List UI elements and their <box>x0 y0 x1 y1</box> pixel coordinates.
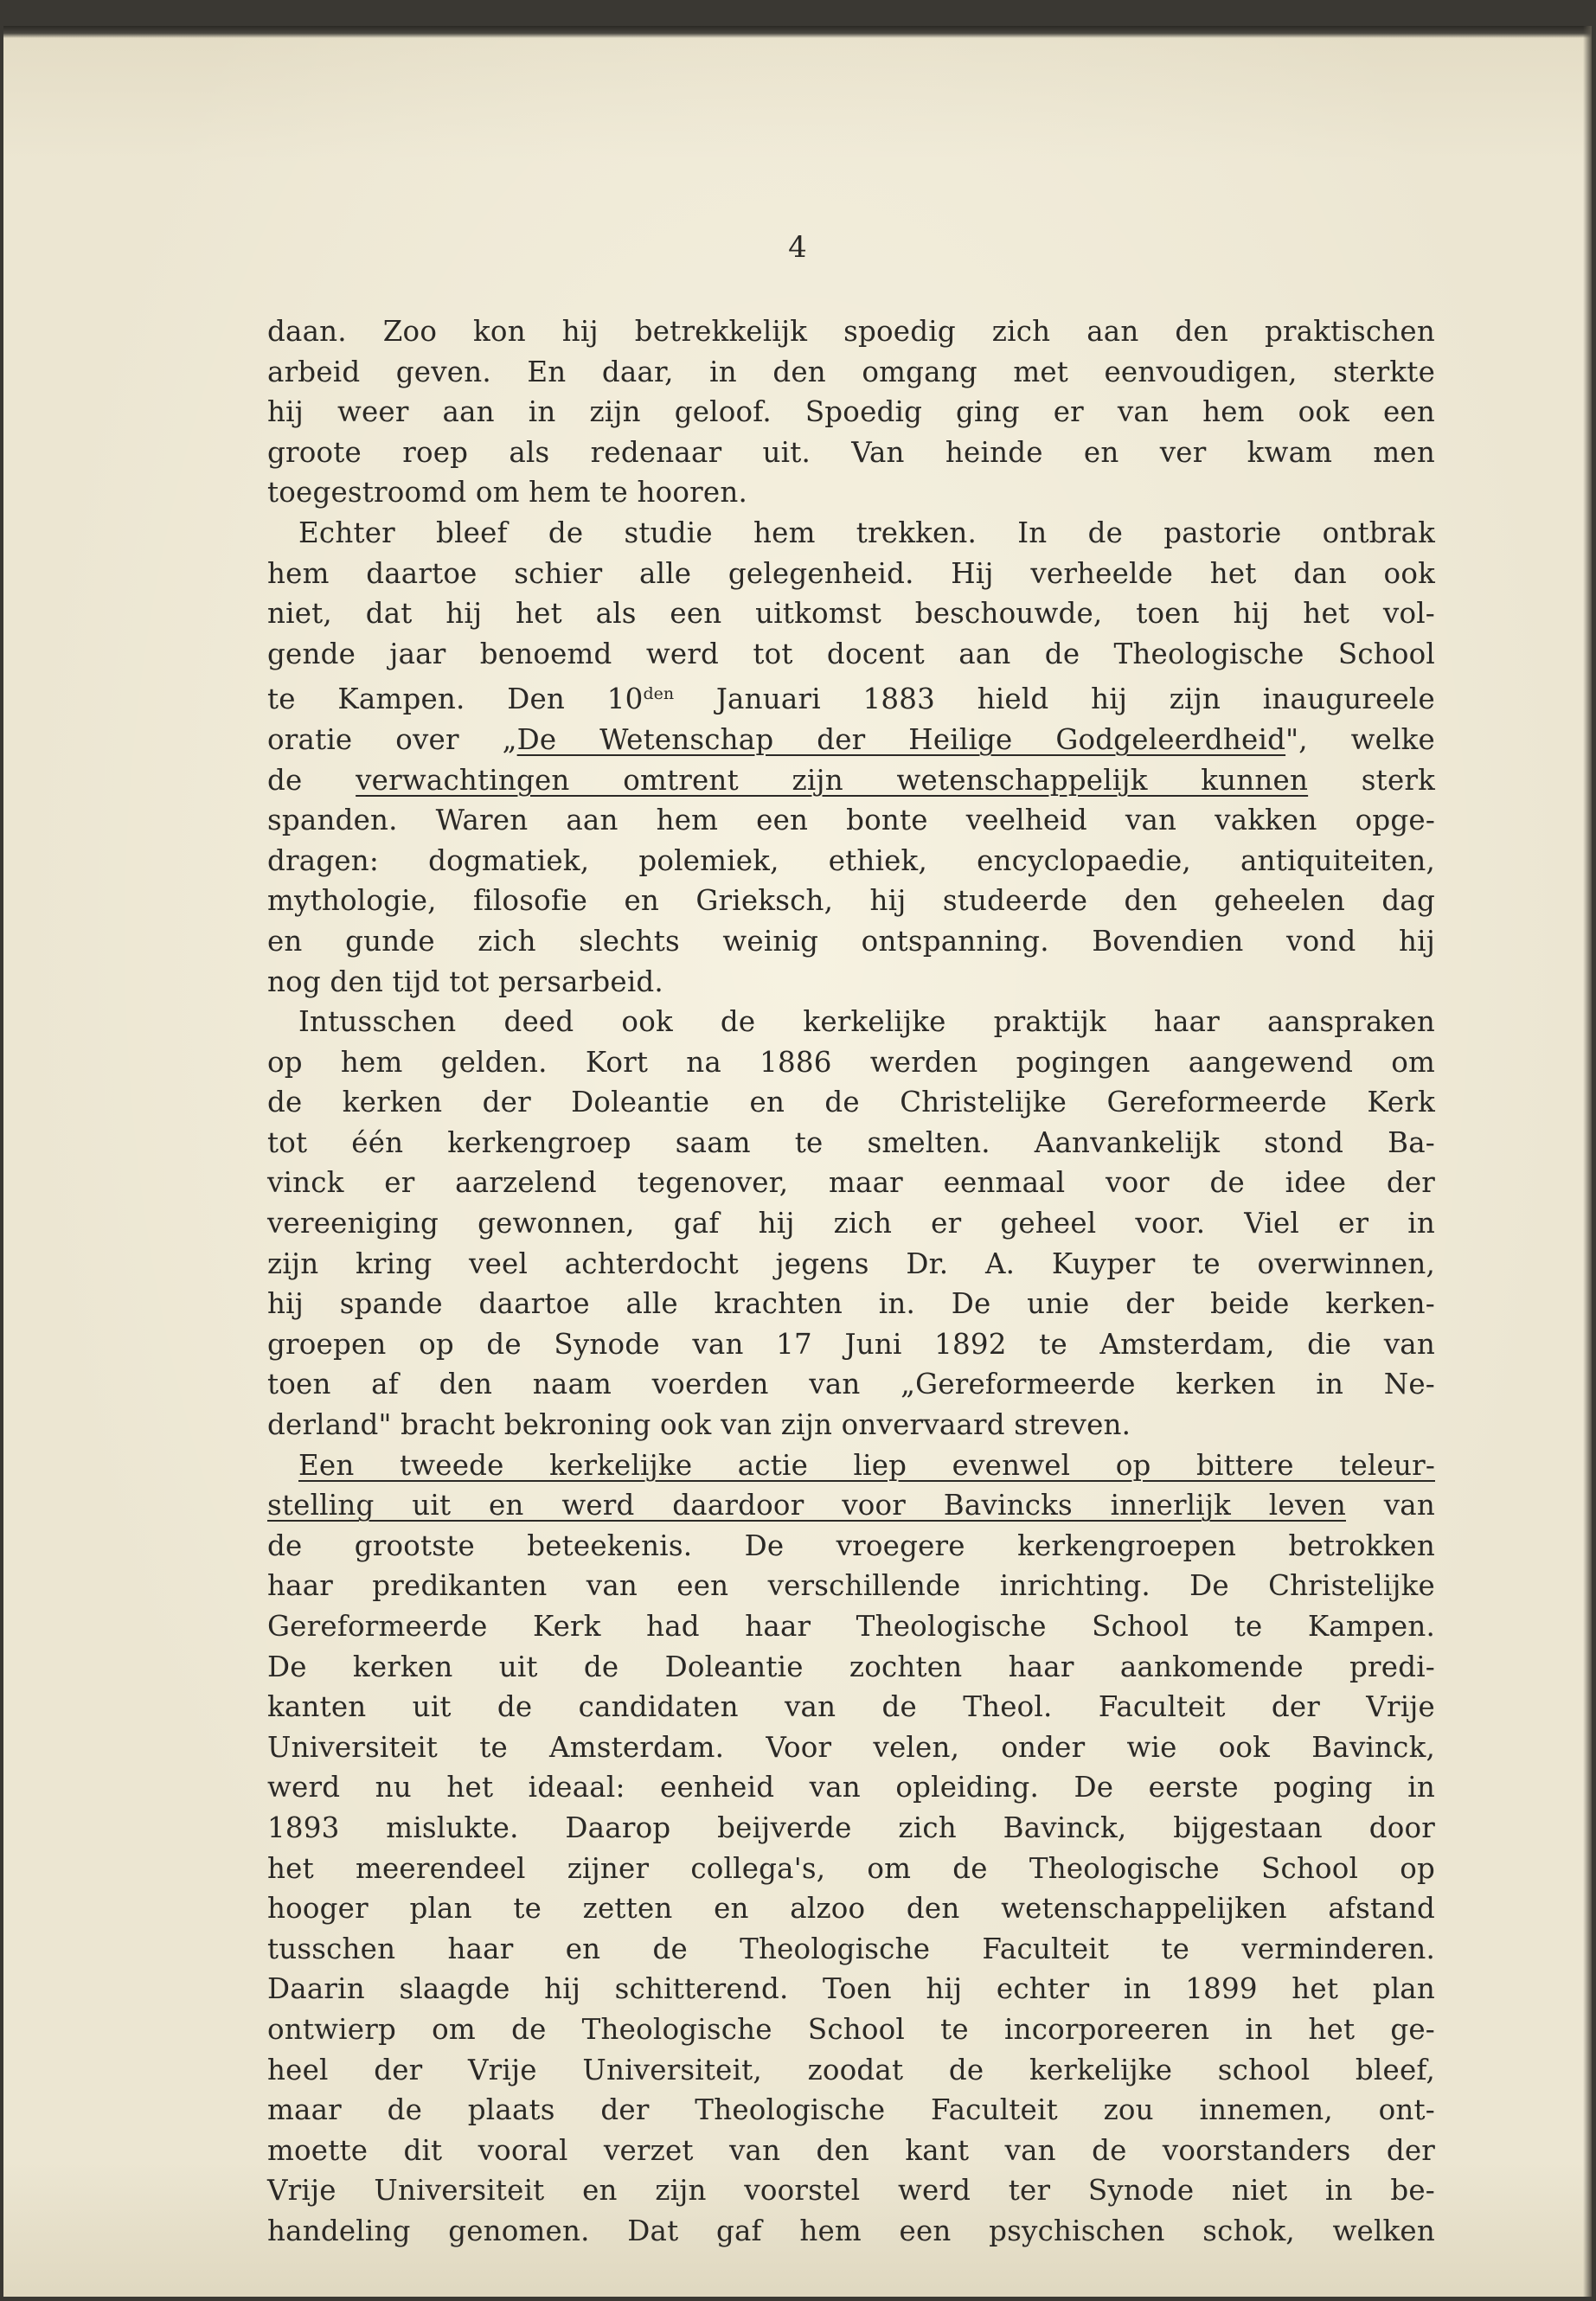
text-segment: de <box>267 763 356 797</box>
text-line: Echter bleef de studie hem trekken. In de pastorie ontbrak <box>298 516 1435 549</box>
text-segment: Januari 1883 hield hij zijn inaugureele <box>674 683 1435 716</box>
text-line: dragen: dogmatiek, polemiek, ethiek, encyclopaedie, antiquiteiten, <box>267 843 1435 877</box>
text-line <box>267 1445 1435 1486</box>
text-line: werd nu het ideaal: eenheid van opleiding. De eerste poging in <box>267 1771 1435 1804</box>
superscript: den <box>643 684 675 704</box>
text-line: het meerendeel zijner collega's, om de Theologische School op <box>267 1851 1435 1885</box>
text-line: hij weer aan in zijn geloof. Spoedig ging er van hem ook een <box>267 395 1435 429</box>
text-line: handeling genomen. Dat gaf hem een psychischen schok, welken <box>267 2214 1435 2247</box>
text-line: gende jaar benoemd werd tot docent aan de Theologische School <box>267 637 1435 670</box>
page-number: 4 <box>788 230 807 265</box>
text-line <box>267 720 1435 760</box>
text-line: tusschen haar en de Theologische Faculteit te verminderen. <box>267 1932 1435 1965</box>
underlined-phrase: stelling uit en werd daardoor voor Bavincks innerlijk leven <box>267 1489 1346 1522</box>
text-line: hem daartoe schier alle gelegenheid. Hij verheelde het dan ook <box>267 556 1435 590</box>
text-line: ontwierp om de Theologische School te incorporeeren in het ge- <box>267 2012 1435 2046</box>
text-line: op hem gelden. Kort na 1886 werden pogingen aangewend om <box>267 1045 1435 1079</box>
text-line <box>267 760 1435 801</box>
text-line: hooger plan te zetten en alzoo den wetenschappelijken afstand <box>267 1892 1435 1926</box>
text-line: De kerken uit de Doleantie zochten haar aankomende predi- <box>267 1650 1435 1683</box>
text-line: de kerken der Doleantie en de Christelijke Gereformeerde Kerk <box>267 1086 1435 1119</box>
text-line: Gereformeerde Kerk had haar Theologische School te Kampen. <box>267 1610 1435 1643</box>
text-line: vereeniging gewonnen, gaf hij zich er geheel voor. Viel er in <box>267 1207 1435 1240</box>
text-segment: sterk <box>1308 763 1436 797</box>
text-line: maar de plaats der Theologische Faculteit zou innemen, ont- <box>267 2093 1435 2127</box>
text-line: toegestroomd om hem te hooren. <box>267 476 748 510</box>
text-line: Vrije Universiteit en zijn voorstel werd ter Synode niet in be- <box>267 2174 1435 2208</box>
text-segment: te Kampen. Den 10 <box>267 683 644 716</box>
text-segment: ", welke <box>1285 722 1435 756</box>
text-line: groote roep als redenaar uit. Van heinde en ver kwam men <box>267 435 1435 469</box>
body-text <box>267 311 1435 2252</box>
underlined-phrase: verwachtingen omtrent zijn wetenschappelijk kunnen <box>356 763 1309 797</box>
underlined-title: De Wetenschap der Heilige Godgeleerdheid <box>516 722 1286 756</box>
text-segment: oratie over „ <box>267 722 517 756</box>
underlined-phrase: Een tweede kerkelijke actie liep evenwel op bittere teleur- <box>298 1448 1435 1482</box>
text-line: groepen op de Synode van 17 Juni 1892 te Amsterdam, die van <box>267 1327 1435 1361</box>
text-line: vinck er aarzelend tegenover, maar eenmaal voor de idee der <box>267 1166 1435 1200</box>
text-line: Daarin slaagde hij schitterend. Toen hij echter in 1899 het plan <box>267 1972 1435 2006</box>
text-line: 1893 mislukte. Daarop beijverde zich Bavinck, bijgestaan door <box>267 1811 1435 1844</box>
text-line: haar predikanten van een verschillende inrichting. De Christelijke <box>267 1569 1435 1603</box>
text-line: en gunde zich slechts weinig ontspanning. Bovendien vond hij <box>267 924 1435 958</box>
text-line <box>267 674 1435 720</box>
text-line: hij spande daartoe alle krachten in. De unie der beide kerken- <box>267 1287 1435 1321</box>
text-line: tot één kerkengroep saam te smelten. Aanvankelijk stond Ba- <box>267 1125 1435 1159</box>
text-line: derland" bracht bekroning ook van zijn onvervaard streven. <box>267 1408 1131 1442</box>
text-line: Intusschen deed ook de kerkelijke praktijk haar aanspraken <box>298 1005 1435 1039</box>
text-line: toen af den naam voerden van „Gereformeerde kerken in Ne- <box>267 1368 1435 1401</box>
text-line: zijn kring veel achterdocht jegens Dr. A. Kuyper te overwinnen, <box>267 1247 1435 1280</box>
text-line: heel der Vrije Universiteit, zoodat de kerkelijke school bleef, <box>267 2053 1435 2086</box>
text-line: nog den tijd tot persarbeid. <box>267 965 663 998</box>
text-line: kanten uit de candidaten van de Theol. Faculteit der Vrije <box>267 1690 1435 1724</box>
text-line: mythologie, filosofie en Grieksch, hij studeerde den geheelen dag <box>267 884 1435 918</box>
text-line: arbeid geven. En daar, in den omgang met eenvoudigen, sterkte <box>267 355 1435 388</box>
text-line: de grootste beteekenis. De vroegere kerkengroepen betrokken <box>267 1529 1435 1562</box>
text-line: daan. Zoo kon hij betrekkelijk spoedig zich aan den praktischen <box>267 315 1435 348</box>
text-line: moette dit vooral verzet van den kant van de voorstanders der <box>267 2133 1435 2167</box>
text-line: spanden. Waren aan hem een bonte veelheid van vakken opge- <box>267 804 1435 837</box>
page-top-edge <box>3 26 1592 38</box>
text-line <box>267 1485 1435 1526</box>
text-line: niet, dat hij het als een uitkomst beschouwde, toen hij het vol- <box>267 597 1435 631</box>
scanned-page <box>3 26 1592 2297</box>
page-right-edge <box>1583 26 1592 2297</box>
text-line: Universiteit te Amsterdam. Voor velen, onder wie ook Bavinck, <box>267 1730 1435 1764</box>
text-segment: van <box>1345 1489 1435 1522</box>
